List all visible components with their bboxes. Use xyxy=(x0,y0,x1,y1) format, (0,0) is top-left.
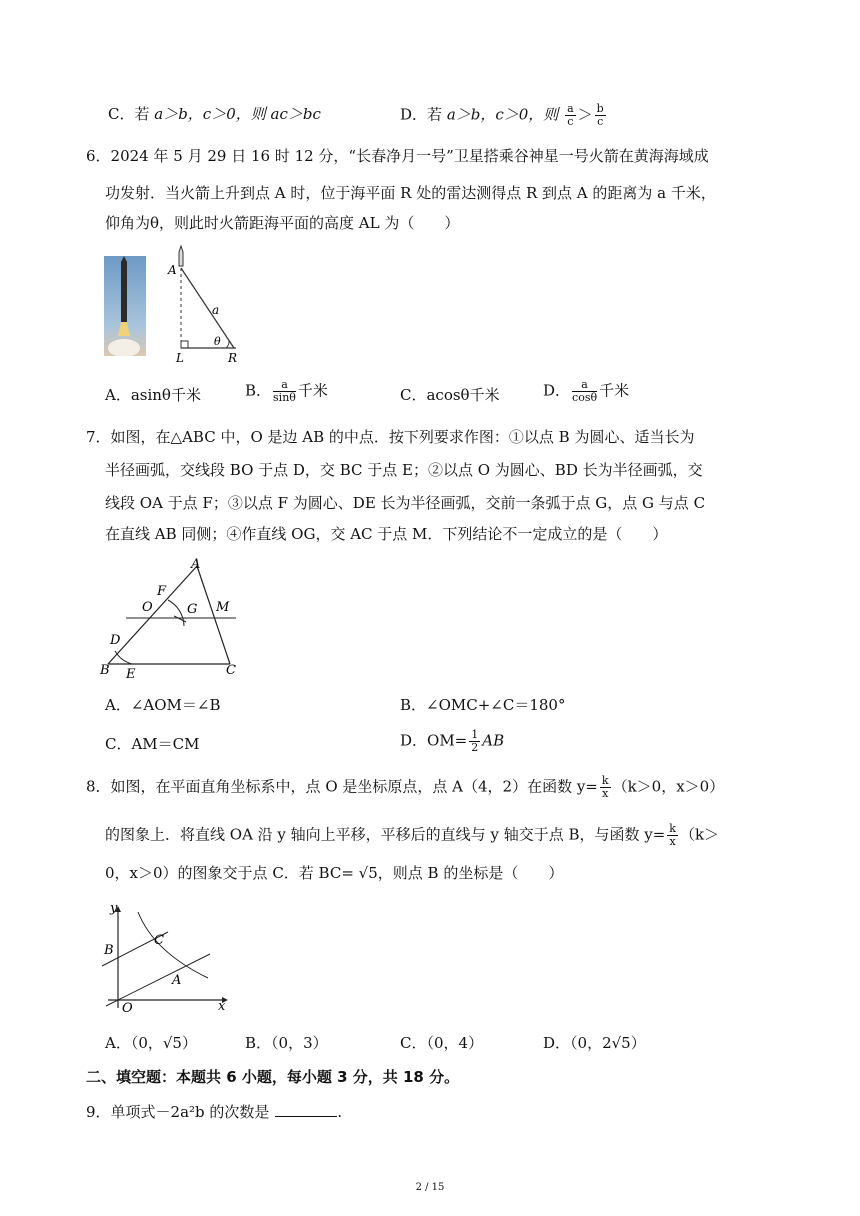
q8-option-c: C．（0，4） xyxy=(400,1034,484,1052)
q5-frac-b-over-c: $\frac{b}{c}$ xyxy=(596,102,604,128)
q9-line: 9．单项式－2a²b 的次数是 . xyxy=(86,1103,343,1121)
label-theta: θ xyxy=(214,335,221,348)
q7-line-4: 在直线 AB 同侧；④作直线 OG，交 AC 于点 M．下列结论不一定成立的是（ ） xyxy=(105,525,668,543)
label-d: D xyxy=(110,633,121,648)
q6-line-3: 仰角为θ，则此时火箭距海平面的高度 AL 为（ ） xyxy=(105,214,460,232)
q7-option-a: A．∠AOM＝∠B xyxy=(105,696,221,714)
label-a-length: a xyxy=(212,303,220,317)
label-m: M xyxy=(216,600,230,615)
label-y-axis: y xyxy=(110,901,118,916)
q6-line-1: 6．2024 年 5 月 29 日 16 时 12 分，“长春净月一号”卫星搭乘谷神星一号火箭在黄海海域成 xyxy=(86,147,709,165)
q8-line-3: 0，x＞0）的图象交于点 C．若 BC= √5，则点 B 的坐标是（ ） xyxy=(105,864,564,882)
label-e: E xyxy=(126,667,136,682)
q7-line-2: 半径画弧，交线段 BO 于点 D，交 BC 于点 E；②以点 O 为圆心、BD 长为半径画弧，交 xyxy=(105,461,703,479)
label-l: L xyxy=(176,351,184,364)
q7-option-c: C．AM＝CM xyxy=(105,735,200,753)
label-o: O xyxy=(142,600,153,615)
label-origin: O xyxy=(122,1001,133,1012)
q8-option-d: D．（0，2√5） xyxy=(543,1034,646,1052)
q8-option-b: B．（0，3） xyxy=(245,1034,328,1052)
q6-option-b: B． $\frac{a}{\sin\theta}$ 千米 xyxy=(245,378,328,404)
q8-line-2: 的图象上．将直线 OA 沿 y 轴向上平移，平移后的直线与 y 轴交于点 B，与函数 y= $\frac{k}{x}$ （k＞ xyxy=(105,822,720,848)
label-b: B xyxy=(100,663,110,678)
label-f: F xyxy=(157,584,167,599)
q7-option-b: B．∠OMC+∠C＝180° xyxy=(400,696,566,714)
label-r: R xyxy=(228,351,238,364)
q7-option-d: D．OM= $\frac{1}{2}$ AB xyxy=(400,728,505,754)
q6-option-d: D． $\frac{a}{\cos\theta}$ 千米 xyxy=(543,378,630,404)
label-a: A xyxy=(172,973,182,988)
rocket-icon xyxy=(179,246,183,266)
q7-line-1: 7．如图，在△ABC 中，O 是边 AB 的中点．按下列要求作图：①以点 B 为圆心、适当长为 xyxy=(86,428,695,446)
label-b: B xyxy=(104,943,114,958)
q8-coordinate-diagram xyxy=(98,896,238,1012)
q6-line-2: 功发射．当火箭上升到点 A 时，位于海平面 R 处的雷达测得点 R 到点 A 的距离为 a 千米， xyxy=(105,184,716,202)
q6-option-a: A．asinθ千米 xyxy=(105,386,201,404)
q9-answer-blank[interactable] xyxy=(275,1116,337,1117)
q8-line-1: 8．如图，在平面直角坐标系中，点 O 是坐标原点，点 A（4，2）在函数 y= $\frac{k}{x}$ （k＞0，x＞0） xyxy=(86,774,725,800)
section-heading-fill-in: 二、填空题：本题共 6 小题，每小题 3 分，共 18 分。 xyxy=(86,1068,460,1086)
page-number: 2 / 15 xyxy=(415,1182,445,1193)
label-c: C xyxy=(226,663,236,678)
label-x-axis: x xyxy=(218,999,226,1012)
q7-triangle-diagram xyxy=(98,556,248,682)
q5-option-c: C．若 a＞b，c＞0，则 ac＞bc xyxy=(108,105,321,123)
label-c: C xyxy=(154,933,164,948)
q5-option-d: D．若 a＞b，c＞0，则 $\frac{a}{c}$ ＞ $\frac{b}{c}$ xyxy=(400,102,604,128)
q6-option-c: C．acosθ千米 xyxy=(400,386,500,404)
label-g: G xyxy=(187,602,198,617)
q6-triangle-diagram xyxy=(164,244,244,364)
rocket-photo xyxy=(104,256,146,356)
label-a-point: A xyxy=(168,263,177,277)
q5-frac-a-over-c: $\frac{a}{c}$ xyxy=(567,102,574,128)
q8-option-a: A．（0，√5） xyxy=(105,1034,197,1052)
label-a: A xyxy=(191,557,201,572)
q7-line-3: 线段 OA 于点 F；③以点 F 为圆心、DE 长为半径画弧，交前一条弧于点 G，点 G 与点 C xyxy=(105,494,706,512)
